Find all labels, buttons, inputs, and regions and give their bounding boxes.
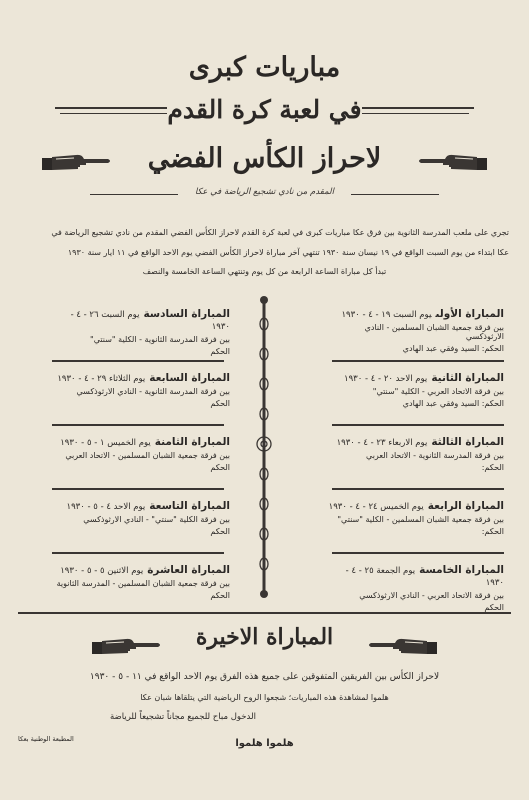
match-title: المباراة الأولى	[435, 308, 504, 320]
organizer-byline: المقدم من نادي تشجيع الرياضة في عكا	[195, 187, 334, 197]
match-date: يوم الخميس ١ - ٥ - ١٩٣٠	[60, 438, 151, 448]
match-separator	[52, 552, 224, 554]
title-line-3: لاحراز الكأس الفضي	[147, 143, 382, 174]
match-referee: الحكم	[210, 527, 230, 536]
match-referee: الحكم	[210, 591, 230, 600]
match-date: يوم السبت ١٩ - ٤ - ١٩٣٠	[341, 310, 432, 320]
match-title: المباراة الثامنة	[154, 436, 230, 448]
match-separator	[332, 360, 504, 362]
match-separator	[332, 552, 504, 554]
match-title: المباراة الثالثة	[431, 436, 504, 448]
match-date: يوم الثلاثاء ٢٩ - ٤ - ١٩٣٠	[57, 374, 146, 384]
match-teams: بين فرقة جمعية الشبان المسلمين - النادي الارثوذكسي	[364, 323, 504, 341]
match-referee: الحكم:	[481, 463, 504, 472]
match-teams: بين فرقة جمعية الشبان المسلمين - المدرسة الثانوية	[56, 579, 230, 588]
printer-credit: المطبعة الوطنية بعكا	[18, 735, 74, 743]
intro-line-2: عكا ابتداء من يوم السبت الواقع في ١٩ نيسان سنة ١٩٣٠ تنتهي آخر مباراة لاحراز الكأس الفضي يوم الاحد الواقع في ١١ ايار سنة ١٩٣٠	[67, 248, 509, 257]
match-3	[326, 436, 504, 472]
match-9	[52, 500, 230, 536]
match-4	[326, 500, 504, 536]
match-6	[52, 308, 230, 356]
title-line-2: في لعبة كرة القدم	[167, 95, 362, 124]
match-separator	[52, 488, 224, 490]
match-10	[52, 564, 230, 600]
match-teams: بين فرقة الكلية "سنتي" - النادي الارثوذكسي	[83, 515, 230, 524]
match-referee: الحكم	[484, 603, 504, 612]
intro-line-3: تبدأ كل مباراة الساعة الرابعة من كل يوم وتنتهي الساعة الخامسة والنصف	[142, 267, 387, 276]
match-referee: الحكم	[210, 347, 230, 356]
match-date: يوم الاحد ٤ - ٥ - ١٩٣٠	[66, 502, 146, 512]
match-date: يوم الجمعة ٢٥ - ٤ - ١٩٣٠	[345, 566, 504, 588]
match-1	[326, 308, 504, 353]
match-separator	[332, 424, 504, 426]
match-referee: الحكم:	[481, 527, 504, 536]
match-title: المباراة الخامسة	[419, 564, 504, 576]
match-date: يوم الاربعاء ٢٣ - ٤ - ١٩٣٠	[336, 438, 428, 448]
match-7	[52, 372, 230, 408]
match-referee: الحكم: السيد وفقي عبد الهادي	[402, 344, 504, 353]
intro-line-1: تجري على ملعب المدرسة الثانوية بين فرق عكا مباريات كبرى في لعبة كرة القدم لاحراز الكأس الفضي المقدم من نادي تشجيع الرياضة في	[51, 228, 509, 237]
match-date: يوم السبت ٢٦ - ٤ - ١٩٣٠	[70, 310, 230, 332]
match-referee: الحكم: السيد وفقي عبد الهادي	[402, 399, 504, 408]
match-title: المباراة الثانية	[431, 372, 504, 384]
title-line-1: مباريات كبرى	[188, 52, 341, 83]
match-title: المباراة التاسعة	[149, 500, 230, 512]
match-title: المباراة الرابعة	[427, 500, 504, 512]
match-2	[326, 372, 504, 408]
match-teams: بين فرقة الاتحاد العربي - الكلية "سنتي"	[372, 387, 504, 396]
final-match-title: المباراة الاخيرة	[195, 624, 334, 650]
match-teams: بين فرقة جمعية الشبان المسلمين - الكلية "سنتي"	[337, 515, 504, 524]
final-invitation: هلموا لمشاهدة هذه المباريات؛ شجعوا الروح الرياضية التي يتلقاها شبان عكا	[140, 693, 389, 702]
match-teams: بين فرقة المدرسة الثانوية - الاتحاد العربي	[366, 451, 504, 460]
match-teams: بين فرقة جمعية الشبان المسلمين - الاتحاد العربي	[65, 451, 230, 460]
ornament-divider-icon	[253, 294, 275, 600]
match-5	[326, 564, 504, 612]
match-date: يوم الاحد ٢٠ - ٤ - ١٩٣٠	[344, 374, 428, 384]
match-separator	[52, 424, 224, 426]
final-match-details: لاحراز الكأس بين الفريقين المتفوقين على جميع هذه الفرق يوم الاحد الواقع في ١١ - ٥ - ١٩٣٠	[89, 672, 440, 682]
section-rule	[18, 612, 511, 614]
match-title: المباراة العاشرة	[147, 564, 230, 576]
match-date: يوم الاثنين ٥ - ٥ - ١٩٣٠	[60, 566, 144, 576]
match-teams: بين فرقة الاتحاد العربي - النادي الارثوذكسي	[359, 591, 504, 600]
match-8	[52, 436, 230, 472]
match-separator	[332, 488, 504, 490]
match-separator	[52, 360, 224, 362]
entry-note: الدخول مباح للجميع مجاناً تشجيعاً للرياضة	[110, 712, 256, 722]
match-teams: بين فرقة المدرسة الثانوية - الكلية "سنتي"	[90, 335, 230, 344]
match-title: المباراة السادسة	[143, 308, 230, 320]
match-referee: الحكم	[210, 463, 230, 472]
match-title: المباراة السابعة	[149, 372, 230, 384]
match-date: يوم الخميس ٢٤ - ٤ - ١٩٣٠	[328, 502, 424, 512]
match-teams: بين فرقة المدرسة الثانوية - النادي الارثوذكسي	[76, 387, 230, 396]
cheer-text: هلموا هلموا	[235, 738, 294, 749]
match-referee: الحكم	[210, 399, 230, 408]
